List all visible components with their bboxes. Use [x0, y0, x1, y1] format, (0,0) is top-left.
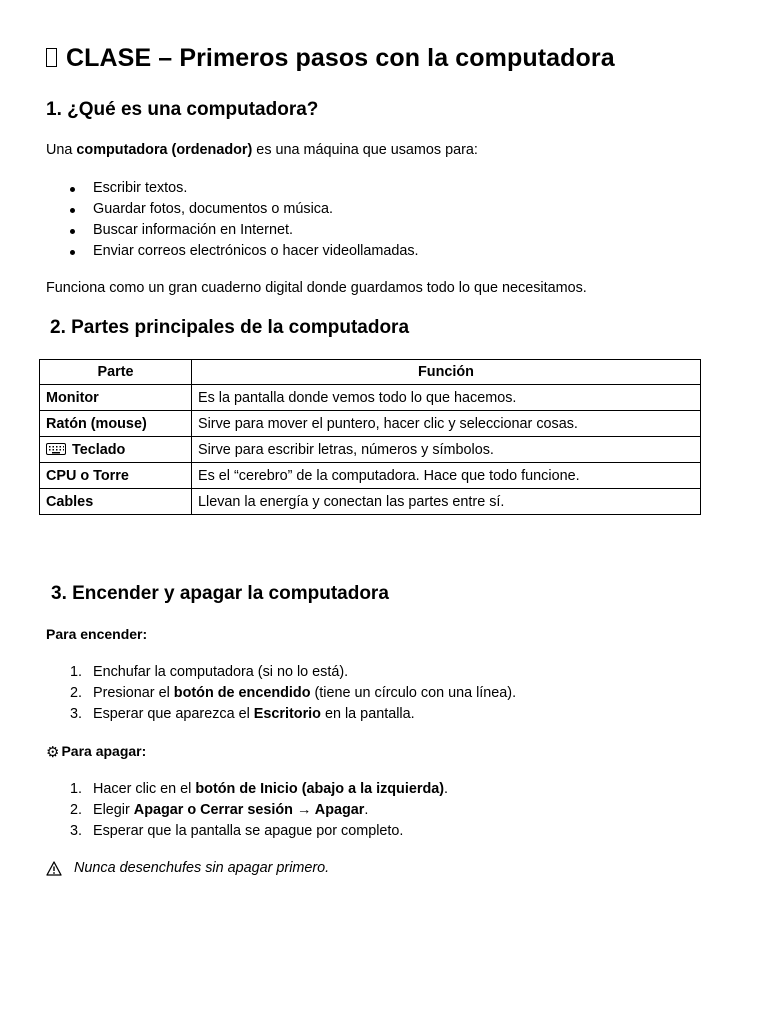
section-1-intro	[46, 142, 478, 158]
table-cell-function: Sirve para mover el puntero, hacer clic y seleccionar cosas.	[192, 411, 701, 437]
step-text: (tiene un círculo con una línea).	[310, 685, 517, 701]
table-cell-part-text: Teclado	[72, 441, 126, 458]
table-cell-part: Monitor	[40, 385, 192, 411]
table-cell-function: Es la pantalla donde vemos todo lo que hacemos.	[192, 385, 701, 411]
section-1-closing: Funciona como un gran cuaderno digital donde guardamos todo lo que necesitamos.	[46, 280, 587, 296]
gear-icon: ⚙	[46, 744, 60, 761]
section-1-heading: 1. ¿Qué es una computadora?	[46, 99, 319, 120]
table-row	[40, 411, 701, 437]
uses-list	[46, 178, 419, 262]
step-text: Presionar el	[93, 685, 174, 701]
table-cell-part: Cables	[40, 489, 192, 515]
step-number: 2.	[70, 802, 83, 818]
step-text: .	[444, 781, 449, 797]
parts-table	[39, 359, 701, 515]
list-item-text: Escribir textos.	[93, 180, 188, 196]
table-cell-function: Es el “cerebro” de la computadora. Hace que todo funcione.	[192, 463, 701, 489]
list-item	[46, 779, 448, 800]
list-item	[46, 821, 448, 842]
step-number: 1.	[70, 664, 83, 680]
warning-text: Nunca desenchufes sin apagar primero.	[74, 860, 330, 876]
list-item	[46, 178, 419, 199]
bullet-icon	[70, 208, 75, 213]
list-item-text: Guardar fotos, documentos o música.	[93, 201, 333, 217]
power-off-label-text: Para apagar:	[61, 743, 147, 759]
power-on-steps	[46, 662, 516, 725]
table-header-part: Parte	[40, 360, 192, 385]
power-off-steps	[46, 779, 448, 842]
step-text: Elegir	[93, 802, 134, 818]
bullet-icon	[70, 187, 75, 192]
list-item	[46, 704, 516, 725]
step-text-bold: Escritorio	[253, 706, 321, 722]
table-cell-function: Sirve para escribir letras, números y símbolos.	[192, 437, 701, 463]
table-row	[40, 489, 701, 515]
list-item	[46, 683, 516, 704]
intro-bold: computadora (ordenador)	[76, 142, 253, 158]
table-cell-part	[40, 437, 192, 463]
table-cell-part: Ratón (mouse)	[40, 411, 192, 437]
list-item-text: Buscar información en Internet.	[93, 222, 293, 238]
step-number: 2.	[70, 685, 83, 701]
step-text: Hacer clic en el	[93, 781, 196, 797]
list-item	[46, 199, 419, 220]
step-text: en la pantalla.	[320, 706, 415, 722]
table-cell-function: Llevan la energía y conectan las partes entre sí.	[192, 489, 701, 515]
step-text: .	[364, 802, 369, 818]
step-number: 1.	[70, 781, 83, 797]
section-2-heading: 2. Partes principales de la computadora	[50, 317, 410, 338]
step-number: 3.	[70, 706, 83, 722]
intro-post: es una máquina que usamos para:	[252, 142, 478, 158]
table-row	[40, 385, 701, 411]
step-text-bold: botón de encendido	[173, 685, 311, 701]
list-item	[46, 220, 419, 241]
table-header-function: Función	[192, 360, 701, 385]
step-text-bold: botón de Inicio (abajo a la izquierda)	[195, 781, 445, 797]
page-title	[46, 44, 615, 73]
list-item	[46, 662, 516, 683]
table-row	[40, 437, 701, 463]
list-item	[46, 800, 448, 821]
step-text: Esperar que aparezca el	[93, 706, 254, 722]
step-number: 3.	[70, 823, 83, 839]
power-off-label	[46, 743, 146, 761]
table-row	[40, 463, 701, 489]
bullet-icon	[70, 229, 75, 234]
table-header-row	[40, 360, 701, 385]
keyboard-icon	[46, 443, 66, 455]
missing-glyph-icon	[46, 48, 57, 67]
table-cell-part: CPU o Torre	[40, 463, 192, 489]
list-item	[46, 241, 419, 262]
power-on-label: Para encender:	[46, 626, 148, 642]
warning-icon	[46, 861, 62, 876]
list-item-text: Enviar correos electrónicos o hacer videollamadas.	[93, 243, 419, 259]
step-text: Enchufar la computadora (si no lo está).	[93, 664, 349, 680]
step-text-bold: Apagar o Cerrar sesión → Apagar	[133, 802, 365, 818]
intro-pre: Una	[46, 142, 77, 158]
page-title-text: CLASE – Primeros pasos con la computadora	[66, 44, 615, 72]
bullet-icon	[70, 250, 75, 255]
step-text: Esperar que la pantalla se apague por completo.	[93, 823, 404, 839]
section-3-heading: 3. Encender y apagar la computadora	[51, 583, 389, 604]
